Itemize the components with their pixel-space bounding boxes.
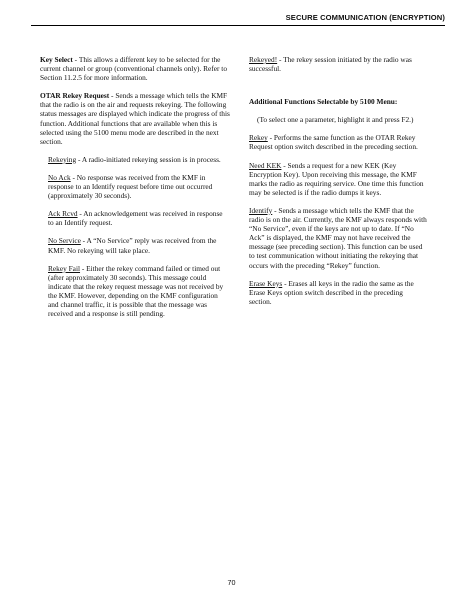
header-rule: [31, 25, 445, 26]
status-text: - A radio-initiated rekeying session is in process.: [76, 154, 221, 164]
function-term: Erase Keys: [249, 278, 283, 288]
running-header: SECURE COMMUNICATION (ENCRYPTION): [285, 13, 445, 22]
status-no-ack: [40, 173, 230, 200]
function-text: - Performs the same function as the OTAR Rekey Request option switch described in the preceding section.: [249, 133, 418, 152]
status-rekeying: [40, 155, 230, 164]
additional-functions-heading: Additional Functions Selectable by 5100 Menu:: [249, 97, 398, 107]
status-term: Rekey Fail: [48, 263, 81, 273]
key-select-term: Key Select: [40, 55, 73, 64]
function-erase-keys: [249, 279, 427, 306]
function-term: Need KEK: [249, 160, 282, 170]
otar-term: OTAR Rekey Request: [40, 91, 110, 101]
function-text: - Sends a request for a new KEK (Key Encryption Key). Upon receiving this message, the KMF marks the radio as requiring service. One time this function may be selected is if the radio dumps it keys.: [249, 160, 424, 197]
left-column: [40, 55, 230, 327]
additional-functions-note: (To select one a parameter, highlight it and press F2.): [257, 115, 414, 125]
otar-text: - Sends a message which tells the KMF that the radio is on the air and requests rekeying. The following status messages are displayed which indicate the progress of this function. Additional functions that are available when this is selected using the 5100 menu mode are described in the next section.: [40, 91, 230, 146]
status-ack-rcvd: [40, 209, 230, 227]
function-identify: [249, 206, 427, 270]
status-term: Rekeyed!: [249, 55, 278, 64]
key-select-paragraph: [40, 55, 230, 82]
status-text: - An acknowledgement was received in response to an Identify request.: [48, 209, 223, 228]
status-rekey-fail: [40, 264, 230, 319]
page-number: 70: [227, 578, 236, 587]
function-text: - Erases all keys in the radio the same as the Erase Keys option switch described in the preceding section.: [249, 278, 414, 306]
status-term: No Service: [48, 236, 81, 246]
function-text: - Sends a message which tells the KMF that the radio is on the air. Currently, the KMF always responds with “No Service”, even if the keys are not up to date. If “No Ack” is displayed, the KMF may not have received the message (see preceding section). This function can be used to test communication without initiating the rekeying that occurs with the preceding “Rekey” function.: [249, 205, 427, 270]
status-text: - The rekey session initiated by the radio was successful.: [249, 55, 412, 74]
function-rekey: [249, 133, 427, 151]
status-rekeyed: [249, 55, 427, 73]
function-need-kek: [249, 161, 427, 197]
status-text: - No response was received from the KMF in response to an Identify request before time out occurred (approximately 30 seconds).: [48, 172, 213, 201]
status-term: Ack Rcvd: [48, 209, 78, 219]
status-term: No Ack: [48, 172, 71, 182]
status-no-service: [40, 236, 230, 254]
status-text: - Either the rekey command failed or timed out (after approximately 30 seconds). This message could indicate that the rekey request message was not received by the KMF. However, depending on the KMF configuration and channel traffic, it is possible that the message was received and a response is still pending.: [48, 263, 224, 319]
key-select-text: - This allows a different key to be selected for the current channel or group (conventional channels only). Refer to Section 11.2.5 for more information.: [40, 55, 227, 83]
function-term: Rekey: [249, 133, 268, 143]
status-term: Rekeying: [48, 154, 77, 164]
function-term: Identify: [249, 205, 273, 215]
otar-paragraph: [40, 91, 230, 146]
status-text: - A “No Service” reply was received from the KMF. No rekeying will take place.: [48, 236, 217, 255]
right-column: [249, 55, 427, 315]
